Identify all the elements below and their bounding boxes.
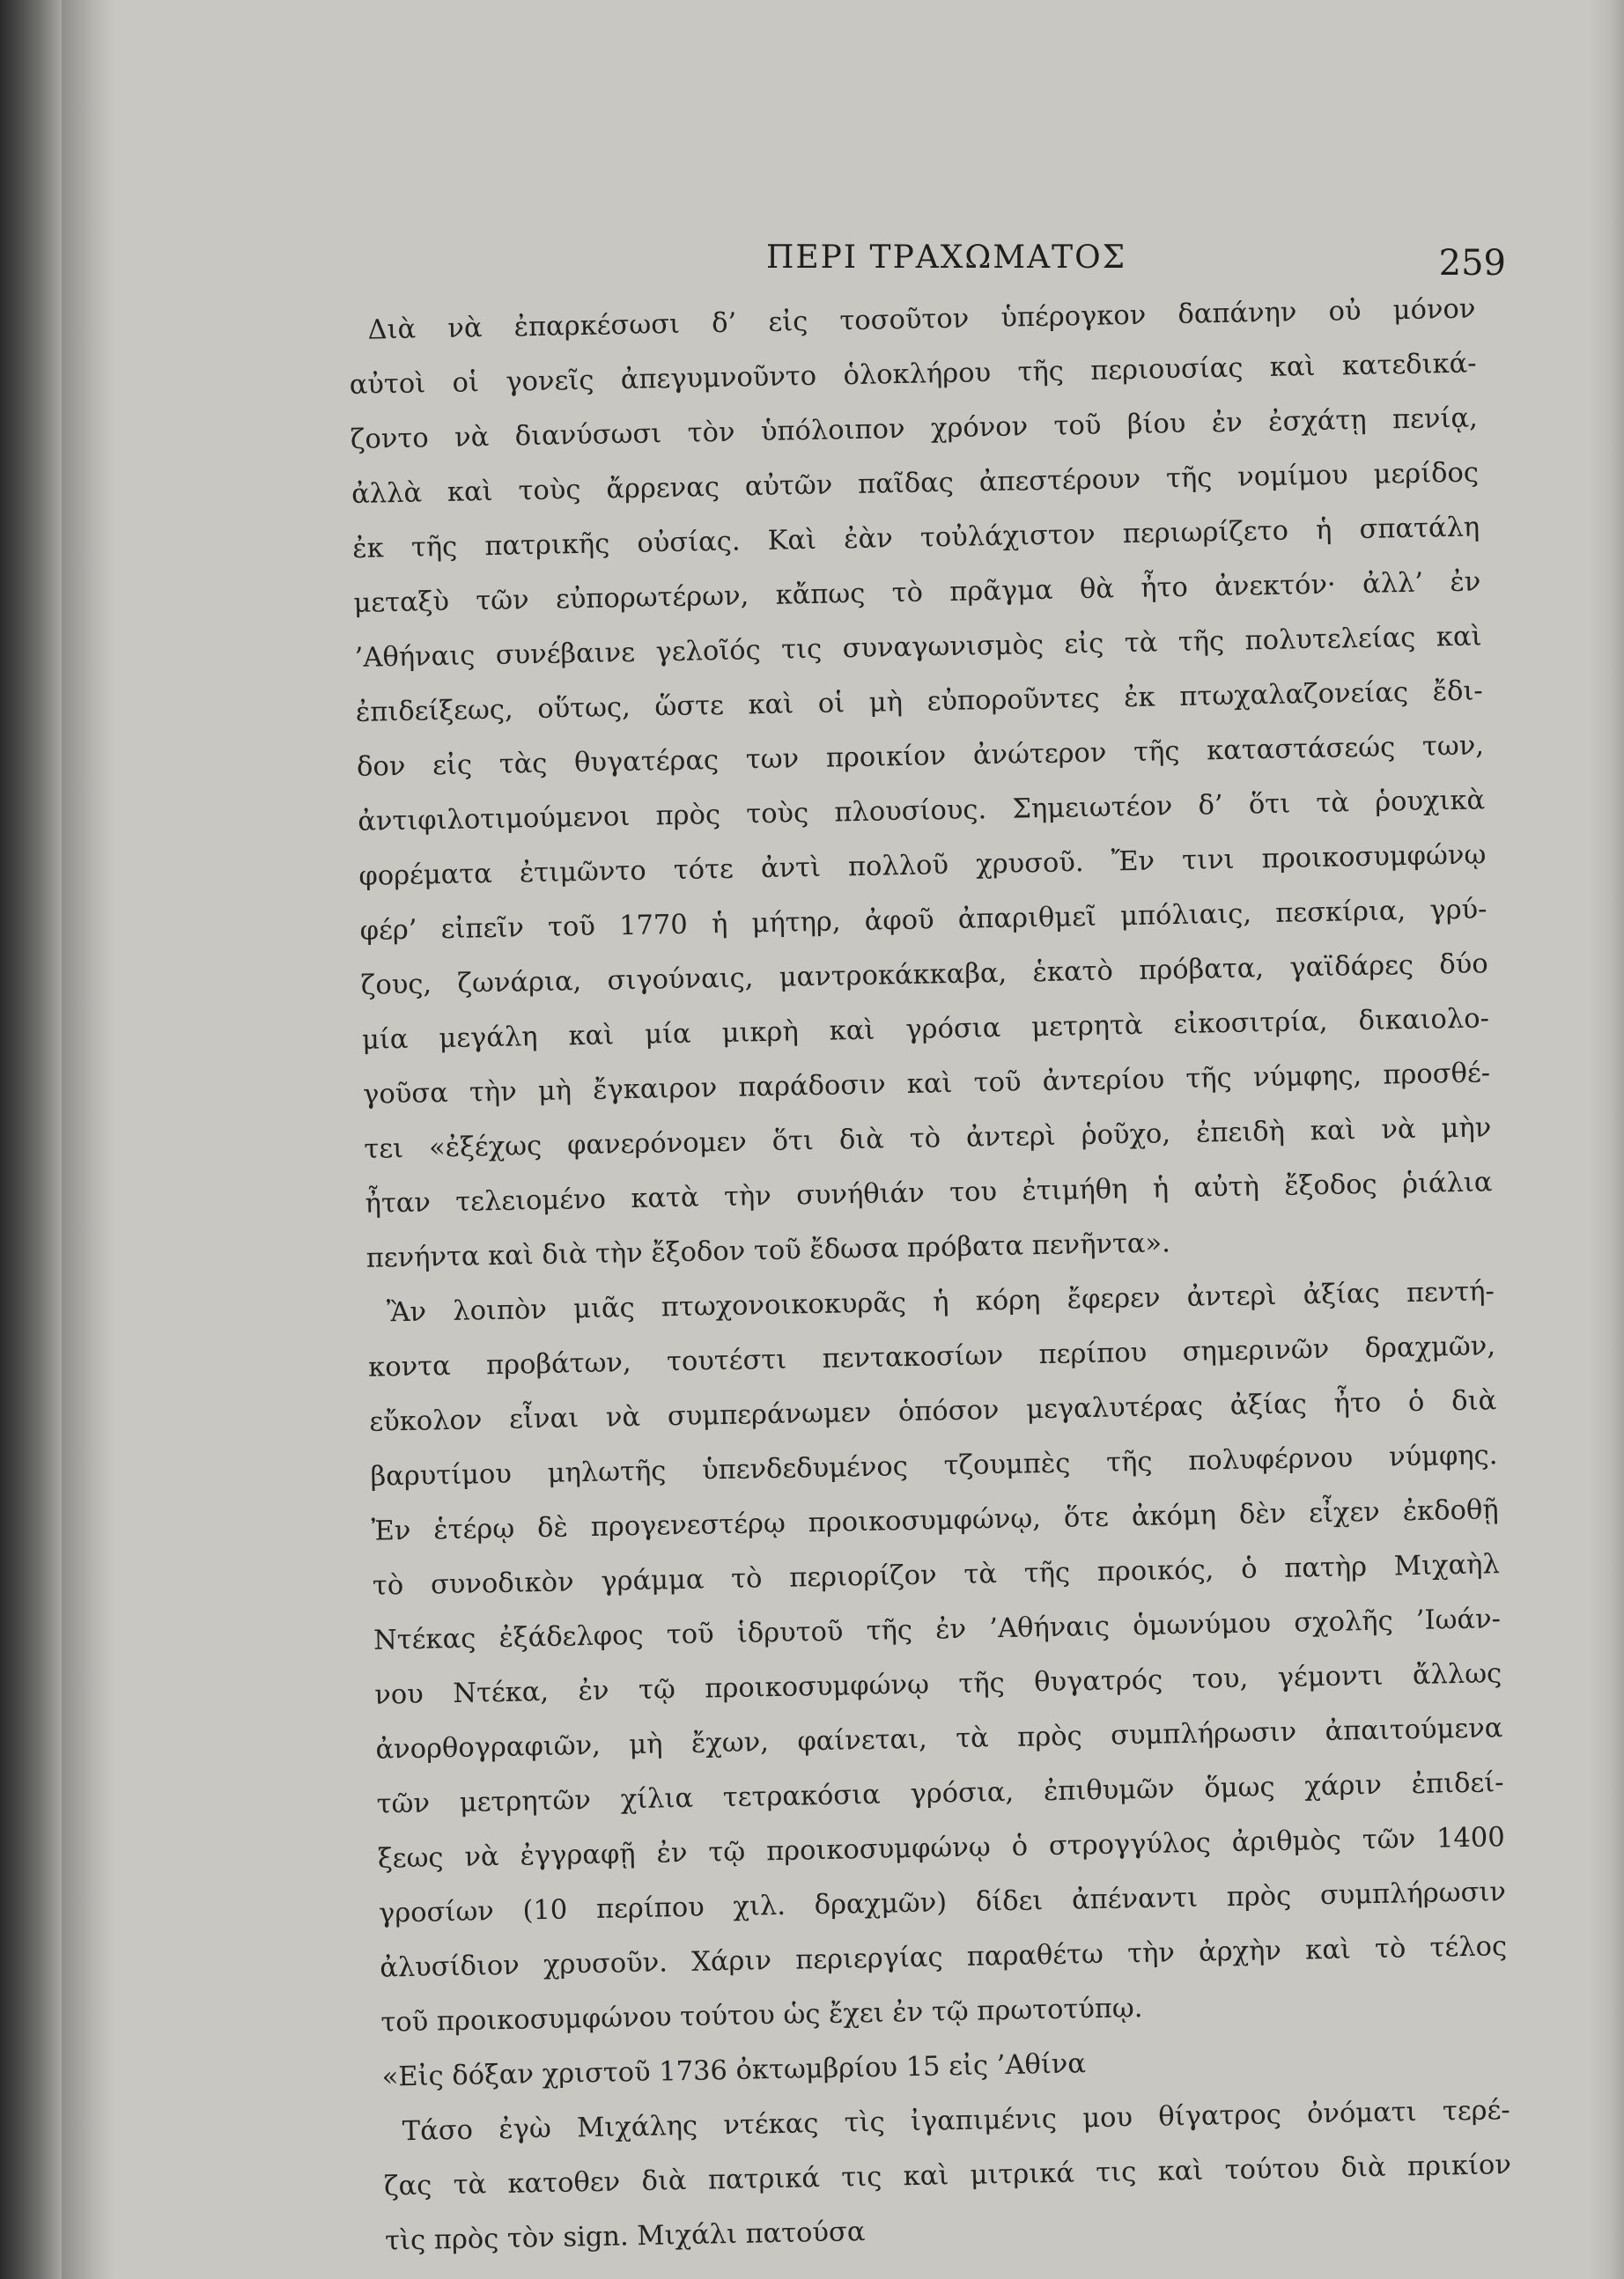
text-line: τὸ συνοδικὸν γράμμα τὸ περιορίζον τὰ τῆς προικός, ὁ πατὴρ Μιχαὴλ (372, 1549, 1501, 1602)
page-header (766, 231, 1506, 284)
text-line: ἐκ τῆς πατρικῆς οὐσίας. Καὶ ἐὰν τοὐλάχιστον περιωρίζετο ἡ σπατάλη (352, 512, 1480, 564)
text-line: γροσίων (10 περίπου χιλ. δραχμῶν) δίδει ἀπέναντι πρὸς συμπλήρωσιν (378, 1877, 1507, 1929)
text-line: ἀλυσίδιον χρυσοῦν. Χάριν περιεργίας παραθέτω τὴν ἀρχὴν καὶ τὸ τέλος (379, 1931, 1508, 1984)
text-line: μεταξὺ τῶν εὐπορωτέρων, κἄπως τὸ πρᾶγμα θὰ ἦτο ἀνεκτόν· ἀλλ’ ἐν (353, 566, 1481, 619)
text-line: Διὰ νὰ ἐπαρκέσωσι δ’ εἰς τοσοῦτον ὑπέρογκον δαπάνην οὐ μόνον (367, 293, 1476, 346)
text-line: τὶς πρὸς τὸν sign. Μιχάλι πατούσα (384, 2216, 866, 2257)
page-number: 259 (1438, 243, 1506, 284)
text-line: ζας τὰ κατοθεν διὰ πατρικά τις καὶ μιτρικά τις καὶ τούτου διὰ πρικίον (383, 2150, 1512, 2202)
text-line: ἐπιδείξεως, οὕτως, ὥστε καὶ οἱ μὴ εὐποροῦντες ἐκ πτωχαλαζονείας ἔδι- (355, 675, 1484, 728)
book-binding (0, 0, 62, 2279)
text-line: ἀντιφιλοτιμούμενοι πρὸς τοὺς πλουσίους. Σημειωτέον δ’ ὅτι τὰ ῥουχικὰ (357, 785, 1486, 837)
text-line: φορέματα ἐτιμῶντο τότε ἀντὶ πολλοῦ χρυσοῦ. Ἔν τινι προικοσυμφώνῳ (358, 839, 1487, 892)
text-line: τῶν μετρητῶν χίλια τετρακόσια γρόσια, ἐπιθυμῶν ὅμως χάριν ἐπιδεί- (376, 1767, 1504, 1820)
text-line: πενήντα καὶ διὰ τὴν ἔξοδον τοῦ ἔδωσα πρόβατα πενῆντα». (365, 1228, 1171, 1274)
text-line: μία μεγάλη καὶ μία μικρὴ καὶ γρόσια μετρητὰ εἰκοσιτρία, δικαιολο- (361, 1003, 1490, 1056)
text-line: ἀνορθογραφιῶν, μὴ ἔχων, φαίνεται, τὰ πρὸς συμπλήρωσιν ἀπαιτούμενα (375, 1713, 1503, 1766)
gutter-shadow (62, 0, 114, 2279)
text-line: Τάσο ἐγὼ Μιχάλης ντέκας τὶς ἰγαπιμένις μου θίγατρος ὀνόματι τερέ- (402, 2095, 1510, 2148)
text-line: αὐτοὶ οἱ γονεῖς ἀπεγυμνοῦντο ὁλοκλήρου τῆς περιουσίας καὶ κατεδικά- (349, 348, 1477, 401)
text-line: γοῦσα τὴν μὴ ἔγκαιρον παράδοσιν καὶ τοῦ ἀντερίου τῆς νύμφης, προσθέ- (362, 1058, 1491, 1110)
text-line: Ἐν ἑτέρῳ δὲ προγενεστέρῳ προικοσυμφώνῳ, ὅτε ἀκόμη δὲν εἶχεν ἐκδοθῇ (371, 1494, 1499, 1547)
text-line: δον εἰς τὰς θυγατέρας των προικίον ἀνώτερον τῆς καταστάσεώς των, (356, 730, 1485, 783)
running-title: ΠΕΡΙ ΤΡΑΧΩΜΑΤΟΣ (766, 240, 1127, 276)
text-line: «Εἰς δόξαν χριστοῦ 1736 ὀκτωμβρίου 15 εἰς ’Αθίνα (381, 2048, 1087, 2093)
text-line: ζοντο νὰ διανύσωσι τὸν ὑπόλοιπον χρόνον τοῦ βίου ἐν ἐσχάτῃ πενίᾳ, (350, 402, 1479, 455)
text-line: ἦταν τελειομένο κατὰ τὴν συνήθιάν του ἐτιμήθη ἡ αὐτὴ ἔξοδος ῥιάλια (365, 1167, 1493, 1220)
text-line: τει «ἐξέχως φανερόνομεν ὅτι διὰ τὸ ἀντερὶ ῥοῦχο, ἐπειδὴ καὶ νὰ μὴν (364, 1112, 1492, 1165)
page-edge (1589, 0, 1624, 2279)
text-line: εὔκολον εἶναι νὰ συμπεράνωμεν ὁπόσον μεγαλυτέρας ἀξίας ἦτο ὁ διὰ (369, 1385, 1497, 1438)
text-line: ἀλλὰ καὶ τοὺς ἄρρενας αὐτῶν παῖδας ἀπεστέρουν τῆς νομίμου μερίδος (351, 457, 1480, 510)
text-line: Ντέκας ἐξάδελφος τοῦ ἱδρυτοῦ τῆς ἐν ’Αθήναις ὁμωνύμου σχολῆς ’Ιωάν- (373, 1604, 1502, 1656)
text-line: ’Αθήναις συνέβαινε γελοῖός τις συναγωνισμὸς εἰς τὰ τῆς πολυτελείας καὶ (354, 621, 1482, 674)
text-line: ξεως νὰ ἐγγραφῇ ἐν τῷ προικοσυμφώνῳ ὁ στρογγύλος ἀριθμὸς τῶν 1400 (377, 1822, 1506, 1875)
text-line: κοντα προβάτων, τουτέστι πεντακοσίων περίπου σημερινῶν δραχμῶν, (367, 1331, 1496, 1383)
text-line: τοῦ προικοσυμφώνου τούτου ὡς ἔχει ἐν τῷ πρωτοτύπῳ. (380, 1993, 1143, 2039)
text-line: νου Ντέκα, ἐν τῷ προικοσυμφώνῳ τῆς θυγατρός του, γέμοντι ἄλλως (374, 1658, 1502, 1711)
text-line: βαρυτίμου μηλωτῆς ὑπενδεδυμένος τζουμπὲς τῆς πολυφέρνου νύμφης. (370, 1440, 1498, 1493)
text-line: φέρ’ εἰπεῖν τοῦ 1770 ἡ μήτηρ, ἀφοῦ ἀπαριθμεῖ μπόλιαις, πεσκίρια, γρύ- (359, 894, 1487, 947)
text-line: ζους, ζωνάρια, σιγούναις, μαντροκάκκαβα, ἑκατὸ πρόβατα, γαϊδάρες δύο (360, 948, 1488, 1001)
text-line: Ἂν λοιπὸν μιᾶς πτωχονοικοκυρᾶς ἡ κόρη ἔφερεν ἀντερὶ ἀξίας πεντή- (386, 1276, 1495, 1329)
book-page (114, 0, 1589, 2279)
body-text (348, 282, 1513, 2268)
